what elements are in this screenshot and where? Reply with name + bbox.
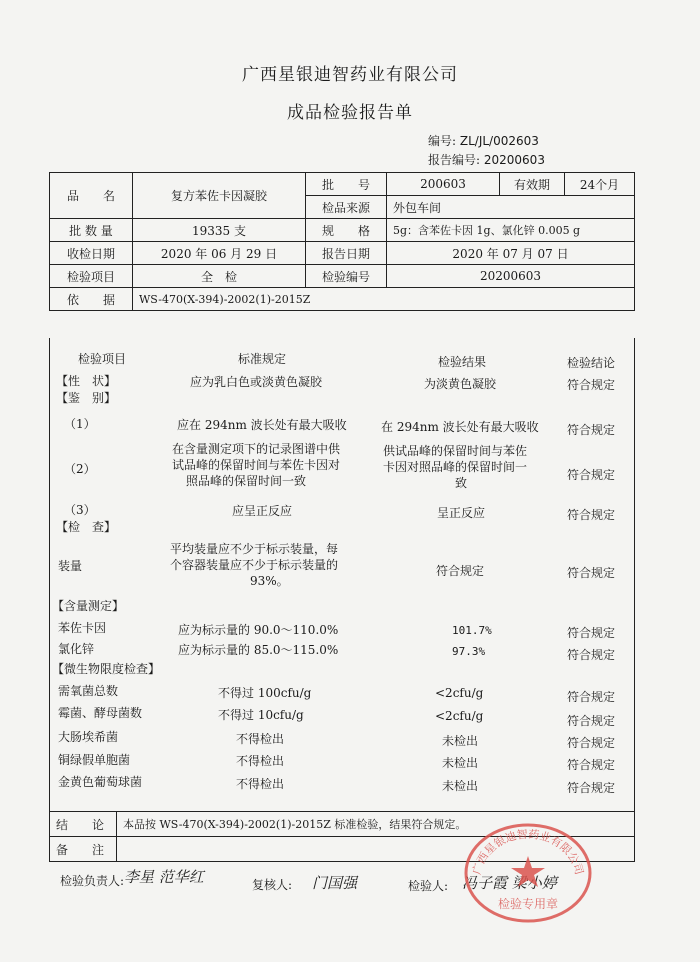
pseudomonas-conclusion: 符合规定 <box>567 758 616 772</box>
mold-label: 霉菌、酵母菌数 <box>58 706 143 720</box>
ecoli-standard: 不得检出 <box>236 732 285 746</box>
reviewer-label: 复核人: <box>252 878 293 892</box>
report-date-value: 2020 年 07 月 07 日 <box>387 242 635 265</box>
batch-label: 批 号 <box>306 173 387 196</box>
benz-conclusion: 符合规定 <box>567 626 616 640</box>
zinc-label: 氯化锌 <box>58 642 95 656</box>
ecoli-label: 大肠埃希菌 <box>58 730 119 744</box>
basis-value: WS-470(X-394)-2002(1)-2015Z <box>133 288 635 311</box>
aerobic-conclusion: 符合规定 <box>567 690 616 704</box>
header-table <box>49 172 635 311</box>
item-label: 检验项目 <box>50 265 133 288</box>
company-seal <box>462 818 594 924</box>
report-title: 成品检验报告单 <box>287 103 413 123</box>
fill-label: 装量 <box>58 559 83 573</box>
aerobic-label: 需氧菌总数 <box>58 684 119 698</box>
aerobic-standard: 不得过 100cfu/g <box>218 686 312 700</box>
staph-standard: 不得检出 <box>236 777 285 791</box>
quantity-label: 批 数 量 <box>50 219 133 242</box>
zinc-standard: 应为标示量的 85.0～115.0% <box>178 643 339 657</box>
id3-conclusion: 符合规定 <box>567 508 616 522</box>
spec-value: 5g：含苯佐卡因 1g、氯化锌 0.005 g <box>387 219 635 242</box>
fill-standard-line-1: 平均装量应不少于标示装量，每 <box>170 542 339 556</box>
micro-label: 【微生物限度检查】 <box>52 662 161 676</box>
pseudomonas-label: 铜绿假单胞菌 <box>58 753 131 767</box>
test-no-label: 检验编号 <box>306 265 387 288</box>
appearance-conclusion: 符合规定 <box>567 378 616 392</box>
col-conclusion: 检验结论 <box>567 356 616 370</box>
item-value: 全 检 <box>133 265 306 288</box>
company-name: 广西星银迪智药业有限公司 <box>242 65 458 85</box>
col-result: 检验结果 <box>438 355 487 369</box>
inspector-label: 检验人: <box>408 879 449 893</box>
benz-result: 101.7% <box>452 624 492 637</box>
fill-standard-line-2: 个容器装量应不少于标示装量的 <box>170 558 339 572</box>
receive-date-label: 收检日期 <box>50 242 133 265</box>
doc-number-value: ZL/JL/002603 <box>459 134 539 148</box>
col-item: 检验项目 <box>78 352 127 366</box>
fill-conclusion: 符合规定 <box>567 566 616 580</box>
staph-conclusion: 符合规定 <box>567 781 616 795</box>
report-number-value: 20200603 <box>483 153 545 167</box>
expiry-label: 有效期 <box>500 173 565 196</box>
head-signature: 李星 范华红 <box>124 868 204 886</box>
report-number <box>428 151 545 168</box>
basis-label: 依 据 <box>50 288 133 311</box>
doc-number <box>428 132 539 149</box>
pseudomonas-standard: 不得检出 <box>236 754 285 768</box>
source-value: 外包车间 <box>387 196 635 219</box>
report-date-label: 报告日期 <box>306 242 387 265</box>
benz-standard: 应为标示量的 90.0～110.0% <box>178 623 339 637</box>
zinc-result: 97.3% <box>452 645 486 658</box>
benz-label: 苯佐卡因 <box>58 621 107 635</box>
assay-label: 【含量测定】 <box>52 599 125 613</box>
id2-standard-line-2: 试品峰的保留时间与苯佐卡因对 <box>172 458 341 472</box>
product-value: 复方苯佐卡因凝胶 <box>133 173 306 219</box>
seal-inner-text: 检验专用章 <box>497 897 559 911</box>
remark-label: 备 注 <box>50 837 117 862</box>
fill-standard <box>170 541 338 589</box>
ecoli-conclusion: 符合规定 <box>567 736 616 750</box>
id2-result <box>383 443 527 491</box>
mold-result: <2cfu/g <box>435 709 484 723</box>
fill-result: 符合规定 <box>436 564 485 578</box>
staph-result: 未检出 <box>442 779 479 793</box>
col-standard: 标准规定 <box>238 352 287 366</box>
check-label: 【检 查】 <box>56 520 117 534</box>
quantity-value: 19335 支 <box>133 219 306 242</box>
id1-standard: 应在 294nm 波长处有最大吸收 <box>177 418 347 432</box>
id3-label: （3） <box>64 503 96 517</box>
batch-value: 200603 <box>387 173 500 196</box>
zinc-conclusion: 符合规定 <box>567 648 616 662</box>
seal-text: 广西星银迪智药业有限公司 <box>470 827 586 877</box>
id2-conclusion: 符合规定 <box>567 468 616 482</box>
aerobic-result: <2cfu/g <box>435 686 484 700</box>
head-label: 检验负责人: <box>60 874 125 888</box>
id2-standard-line-3: 照品峰的保留时间一致 <box>186 474 307 488</box>
report-number-label: 报告编号: <box>428 153 481 167</box>
id2-result-line-2: 卡因对照品峰的保留时间一 <box>383 460 528 474</box>
id2-label: （2） <box>64 462 96 476</box>
id2-result-line-1: 供试品峰的保留时间与苯佐 <box>383 444 528 458</box>
id2-standard <box>172 441 340 489</box>
expiry-value: 24个月 <box>565 173 635 196</box>
mold-standard: 不得过 10cfu/g <box>218 708 304 722</box>
receive-date-value: 2020 年 06 月 29 日 <box>133 242 306 265</box>
pseudomonas-result: 未检出 <box>442 756 479 770</box>
conclusion-value: 本品按 WS-470(X-394)-2002(1)-2015Z 标准检验，结果符合规定。 <box>117 812 635 837</box>
appearance-standard: 应为乳白色或淡黄色凝胶 <box>190 375 323 389</box>
appearance-result: 为淡黄色凝胶 <box>424 377 497 391</box>
conclusion-label: 结 论 <box>50 812 117 837</box>
results-frame <box>49 338 635 811</box>
product-label: 品 名 <box>50 173 133 219</box>
fill-standard-line-3: 93%。 <box>250 574 289 588</box>
id3-result: 呈正反应 <box>437 506 486 520</box>
inspector-signature: 冯子霞 梁小婷 <box>462 874 557 892</box>
reviewer-signature: 门国强 <box>312 874 358 892</box>
ecoli-result: 未检出 <box>442 734 479 748</box>
source-label: 检品来源 <box>306 196 387 219</box>
spec-label: 规 格 <box>306 219 387 242</box>
test-no-value: 20200603 <box>387 265 635 288</box>
appearance-label: 【性 状】 <box>56 374 117 388</box>
staph-label: 金黄色葡萄球菌 <box>58 775 143 789</box>
id2-standard-line-1: 在含量测定项下的记录图谱中供 <box>172 442 341 456</box>
id1-conclusion: 符合规定 <box>567 423 616 437</box>
id1-result: 在 294nm 波长处有最大吸收 <box>381 420 539 434</box>
id1-label: （1） <box>64 417 96 431</box>
mold-conclusion: 符合规定 <box>567 714 616 728</box>
doc-number-label: 编号: <box>428 134 457 148</box>
id2-result-line-3: 致 <box>455 476 468 490</box>
id3-standard: 应呈正反应 <box>232 504 293 518</box>
ident-label: 【鉴 别】 <box>56 391 117 405</box>
